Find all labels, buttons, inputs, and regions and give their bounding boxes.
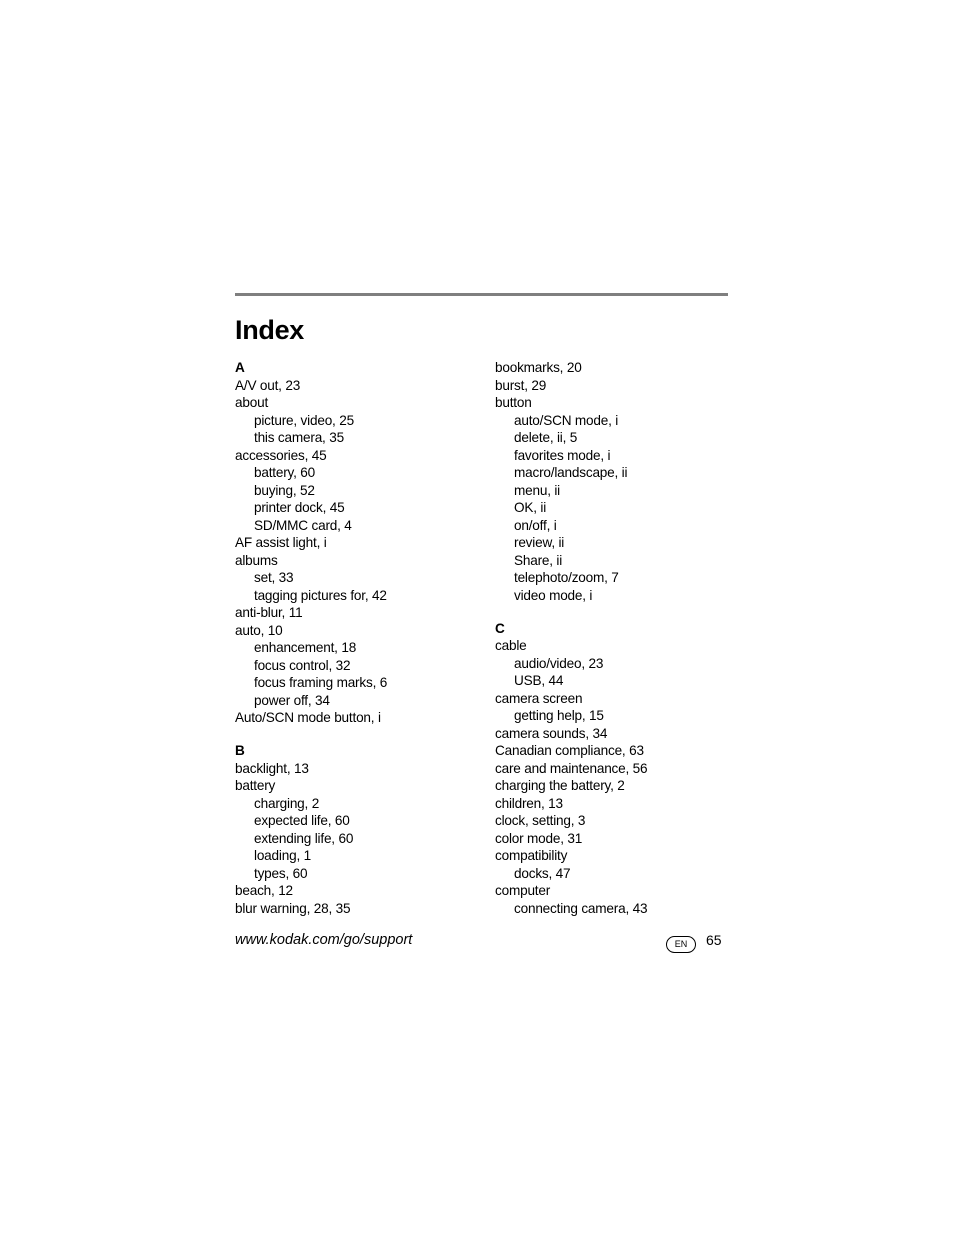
index-subentry: tagging pictures for, 42: [254, 587, 387, 603]
header-rule: [235, 293, 728, 296]
index-subentry: review, ii: [514, 535, 565, 550]
index-entry: beach, 12: [235, 883, 293, 898]
index-entry: blur warning, 28, 35: [235, 900, 351, 916]
page-title: Index: [235, 315, 305, 345]
index-entry: camera sounds, 34: [495, 725, 608, 741]
index-subentry: favorites mode, i: [514, 447, 611, 463]
index-entry: auto, 10: [235, 622, 283, 638]
index-entry: button: [495, 395, 532, 410]
index-subentry: on/off, i: [514, 517, 557, 533]
index-entry: backlight, 13: [235, 760, 309, 776]
index-letter-heading: A: [235, 360, 245, 375]
index-subentry: loading, 1: [254, 848, 311, 863]
index-entry: accessories, 45: [235, 447, 327, 463]
index-entry: Auto/SCN mode button, i: [235, 710, 381, 725]
index-entry: Canadian compliance, 63: [495, 743, 644, 758]
index-subentry: SD/MMC card, 4: [254, 517, 352, 533]
index-subentry: charging, 2: [254, 795, 320, 811]
index-subentry: printer dock, 45: [254, 500, 345, 515]
index-subentry: extending life, 60: [254, 830, 354, 846]
index-subentry: getting help, 15: [514, 708, 604, 723]
index-entry: charging the battery, 2: [495, 778, 625, 793]
index-entry: albums: [235, 552, 278, 568]
footer-url[interactable]: www.kodak.com/go/support: [235, 932, 413, 948]
index-entry: color mode, 31: [495, 830, 583, 846]
index-subentry: connecting camera, 43: [514, 900, 648, 916]
index-subentry: power off, 34: [254, 692, 330, 708]
index-entry: cable: [495, 638, 527, 653]
index-subentry: Share, ii: [514, 552, 563, 568]
index-entry: compatibility: [495, 848, 568, 863]
index-entry: care and maintenance, 56: [495, 760, 648, 776]
index-entry: computer: [495, 883, 551, 898]
index-subentry: battery, 60: [254, 465, 316, 480]
language-badge: EN: [666, 936, 696, 953]
index-subentry: auto/SCN mode, i: [514, 412, 619, 428]
index-subentry: enhancement, 18: [254, 640, 357, 655]
index-subentry: buying, 52: [254, 482, 315, 498]
index-subentry: focus control, 32: [254, 657, 351, 673]
index-entry: burst, 29: [495, 377, 547, 393]
index-subentry: this camera, 35: [254, 430, 344, 445]
index-entry: AF assist light, i: [235, 535, 327, 550]
index-entry: battery: [235, 778, 276, 793]
section-spacer: [235, 727, 485, 743]
index-entry: bookmarks, 20: [495, 360, 582, 375]
index-subentry: types, 60: [254, 865, 308, 881]
index-letter-heading: C: [495, 620, 505, 636]
index-subentry: video mode, i: [514, 587, 593, 603]
index-subentry: macro/landscape, ii: [514, 465, 628, 480]
index-subentry: expected life, 60: [254, 813, 350, 828]
index-subentry: docks, 47: [514, 865, 571, 881]
index-entry: clock, setting, 3: [495, 813, 586, 828]
index-subentry: set, 33: [254, 570, 294, 585]
index-subentry: picture, video, 25: [254, 412, 354, 428]
index-entry: A/V out, 23: [235, 377, 301, 393]
index-subentry: menu, ii: [514, 482, 560, 498]
index-subentry: OK, ii: [514, 500, 547, 515]
index-column-left: [235, 359, 485, 917]
index-subentry: delete, ii, 5: [514, 430, 578, 445]
index-column-right: [495, 359, 745, 917]
index-letter-heading: B: [235, 743, 245, 758]
index-subentry: focus framing marks, 6: [254, 675, 388, 690]
index-entry: about: [235, 395, 269, 410]
page-number: 65: [706, 932, 722, 948]
section-spacer: [495, 604, 745, 620]
index-entry: anti-blur, 11: [235, 605, 303, 620]
index-entry: children, 13: [495, 795, 563, 811]
index-entry: camera screen: [495, 690, 583, 706]
index-subentry: audio/video, 23: [514, 655, 604, 671]
index-subentry: telephoto/zoom, 7: [514, 570, 619, 585]
index-subentry: USB, 44: [514, 673, 564, 688]
